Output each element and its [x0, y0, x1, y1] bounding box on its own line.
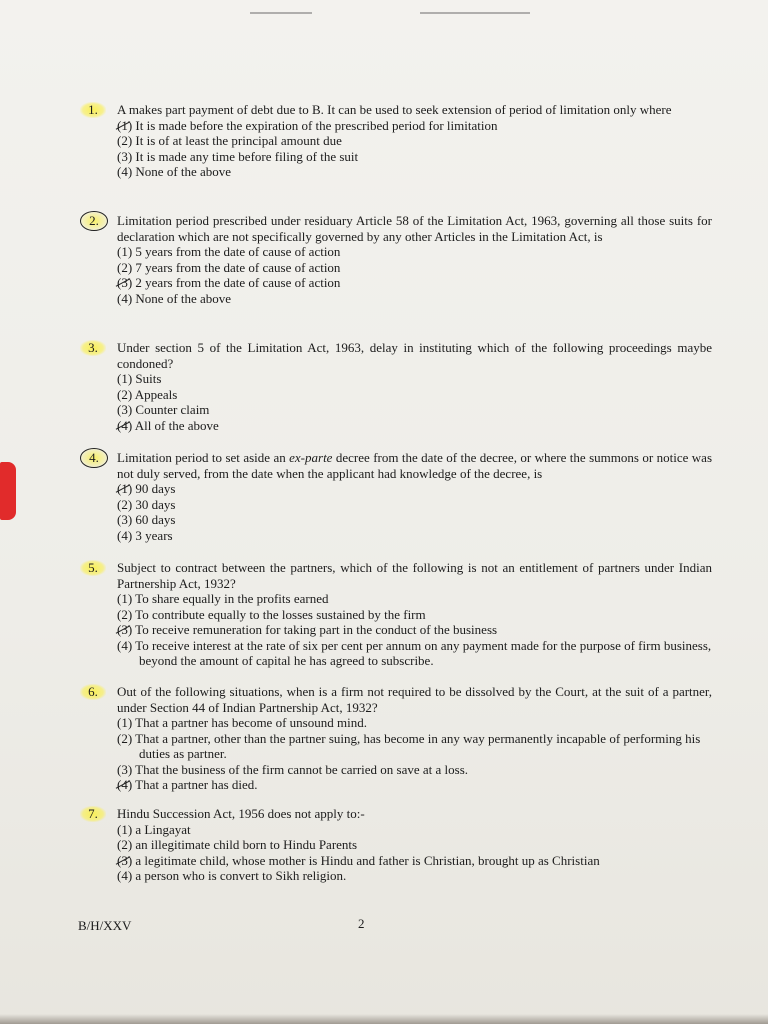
option-list	[117, 244, 712, 306]
question-1	[80, 102, 712, 180]
option-list	[117, 715, 712, 793]
question-number: 7.	[80, 806, 106, 822]
question-text: Out of the following situations, when is a firm not required to be dissolved by the Court, at the suit of a partner, under Section 44 of Indian Partnership Act, 1932?	[117, 684, 712, 715]
top-rule-left	[250, 12, 312, 14]
page-number: 2	[358, 916, 365, 931]
question-number: 4.	[80, 448, 108, 468]
option-4: (4) All of the above	[117, 417, 219, 433]
option-2: (2) 30 days	[117, 496, 176, 512]
option-3: (3) That the business of the firm cannot be carried on save at a loss.	[117, 761, 469, 777]
question-3	[80, 340, 712, 433]
question-number: 3.	[80, 340, 106, 356]
question-2	[80, 213, 712, 306]
option-1: (1) 90 days	[117, 481, 176, 496]
option-2: (2) Appeals	[117, 386, 178, 402]
question-text: Subject to contract between the partners, which of the following is not an entitlement of partners under Indian Partnership Act, 1932?	[117, 560, 712, 591]
option-4: (4) To receive interest at the rate of six per cent per annum on any payment made for the purpose of firm business, beyond the amount of capital he has agreed to subscribe.	[117, 637, 712, 668]
option-2: (2) 7 years from the date of cause of action	[117, 259, 341, 275]
option-2: (2) It is of at least the principal amount due	[117, 133, 342, 148]
option-1: (1) a Lingayat	[117, 821, 191, 837]
top-rule-right	[420, 12, 530, 14]
question-4	[80, 450, 712, 543]
option-3: (3) a legitimate child, whose mother is Hindu and father is Christian, brought up as Christian	[117, 852, 600, 868]
question-text: Limitation period to set aside an ex-parte decree from the date of the decree, or where the summons or notice was not duly served, from the date when the applicant had knowledge of the decree, is	[117, 450, 712, 481]
latin-term: ex-parte	[289, 450, 333, 465]
question-text: Hindu Succession Act, 1956 does not apply to:-	[117, 806, 365, 821]
option-1: (1) It is made before the expiration of the prescribed period for limitation	[117, 117, 498, 133]
option-4: (4) None of the above	[117, 290, 232, 306]
option-3: (3) 60 days	[117, 512, 176, 527]
option-list	[117, 591, 712, 669]
question-6	[80, 684, 712, 793]
option-4: (4) None of the above	[117, 164, 232, 179]
question-number: 2.	[80, 211, 108, 231]
question-number: 1.	[80, 102, 106, 118]
option-3: (3) 2 years from the date of cause of action	[117, 275, 341, 290]
option-1: (1) To share equally in the profits earned	[117, 591, 329, 606]
option-4: (4) 3 years	[117, 527, 173, 543]
option-3: (3) It is made any time before filing of the suit	[117, 148, 359, 164]
option-1: (1) 5 years from the date of cause of action	[117, 244, 341, 259]
option-1: (1) That a partner has become of unsound mind.	[117, 715, 367, 730]
option-3: (3) Counter claim	[117, 402, 210, 417]
question-number: 5.	[80, 560, 106, 576]
option-2: (2) To contribute equally to the losses sustained by the firm	[117, 606, 426, 622]
option-2: (2) an illegitimate child born to Hindu Parents	[117, 837, 358, 852]
question-7	[80, 806, 712, 884]
option-3: (3) To receive remuneration for taking part in the conduct of the business	[117, 622, 498, 637]
option-4: (4) That a partner has died.	[117, 777, 258, 792]
option-list	[117, 822, 712, 884]
question-5	[80, 560, 712, 669]
paper-code: B/H/XXV	[78, 918, 132, 933]
option-4: (4) a person who is convert to Sikh religion.	[117, 868, 347, 883]
red-margin-mark	[0, 462, 16, 520]
option-list	[117, 118, 712, 180]
page-edge-shadow	[0, 1014, 768, 1024]
option-list	[117, 481, 712, 543]
question-number: 6.	[80, 684, 106, 700]
option-list	[117, 371, 712, 433]
question-text: A makes part payment of debt due to B. It can be used to seek extension of period of limitation only where	[117, 102, 672, 117]
question-text: Limitation period prescribed under residuary Article 58 of the Limitation Act, 1963, governing all those suits for declaration which are not specifically governed by any other Articles in the Limitation Act, is	[117, 213, 712, 244]
option-1: (1) Suits	[117, 371, 162, 386]
option-2: (2) That a partner, other than the partner suing, has become in any way permanently incapable of performing his duties as partner.	[117, 730, 701, 761]
question-text: Under section 5 of the Limitation Act, 1963, delay in instituting which of the following proceedings maybe condoned?	[117, 340, 712, 371]
